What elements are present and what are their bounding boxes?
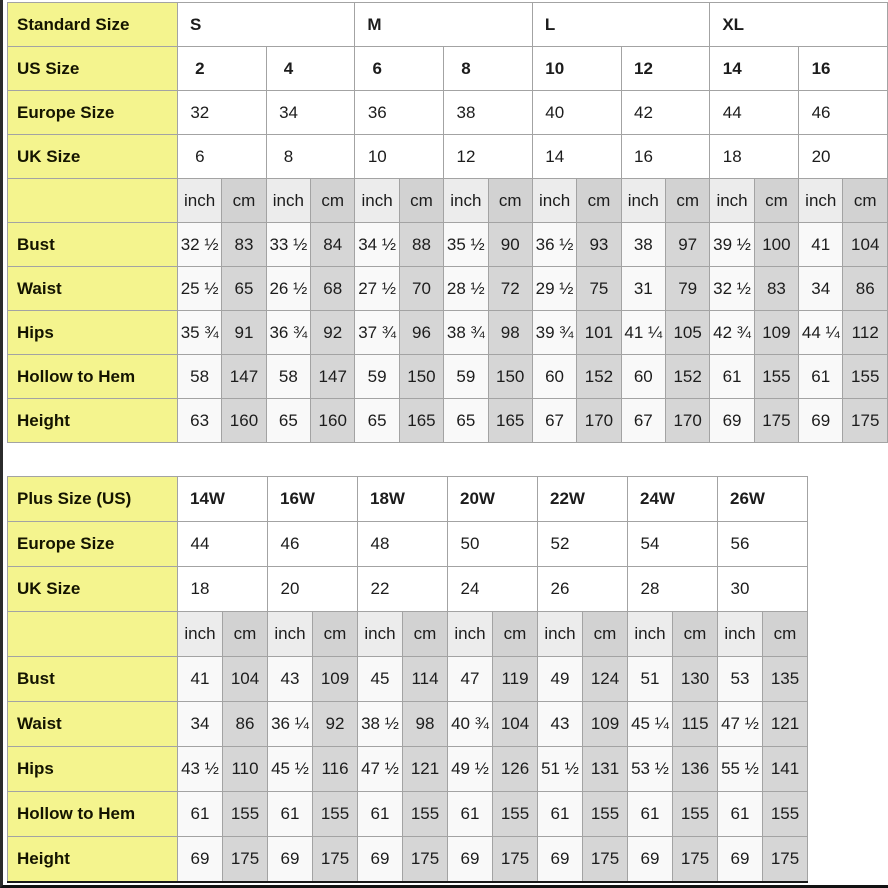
inch-unit-header: inch bbox=[538, 612, 583, 657]
cm-unit-header: cm bbox=[673, 612, 718, 657]
measurement-value-cell: 141 bbox=[763, 747, 808, 792]
size-number-cell: 20 bbox=[268, 567, 358, 612]
size-number-cell: 46 bbox=[268, 522, 358, 567]
row-label: Height bbox=[8, 837, 178, 882]
measurement-value-cell: 155 bbox=[673, 792, 718, 837]
measurement-value-cell: 34 bbox=[178, 702, 223, 747]
inch-unit-header: inch bbox=[799, 179, 843, 223]
measurement-value-cell: 79 bbox=[665, 267, 709, 311]
row-label: Waist bbox=[8, 702, 178, 747]
size-number-cell: 44 bbox=[178, 522, 268, 567]
size-header-row bbox=[8, 477, 808, 522]
cm-unit-header: cm bbox=[665, 179, 709, 223]
size-number-cell: 12 bbox=[621, 47, 710, 91]
size-cell: 14W bbox=[178, 477, 268, 522]
row-label: Plus Size (US) bbox=[8, 477, 178, 522]
measurement-row bbox=[8, 355, 888, 399]
measurement-value-cell: 155 bbox=[754, 355, 798, 399]
inch-unit-header: inch bbox=[621, 179, 665, 223]
row-label: Standard Size bbox=[8, 3, 178, 47]
measurement-value-cell: 135 bbox=[763, 657, 808, 702]
measurement-value-cell: 43 ½ bbox=[178, 747, 223, 792]
size-cell: L bbox=[532, 3, 709, 47]
size-number-cell: 16 bbox=[799, 47, 888, 91]
inch-unit-header: inch bbox=[178, 612, 223, 657]
measurement-value-cell: 175 bbox=[583, 837, 628, 882]
inch-unit-header: inch bbox=[448, 612, 493, 657]
size-number-cell: 42 bbox=[621, 91, 710, 135]
measurement-value-cell: 152 bbox=[665, 355, 709, 399]
measurement-value-cell: 61 bbox=[178, 792, 223, 837]
measurement-value-cell: 45 bbox=[358, 657, 403, 702]
size-cell: 26W bbox=[718, 477, 808, 522]
measurement-value-cell: 69 bbox=[538, 837, 583, 882]
measurement-value-cell: 109 bbox=[754, 311, 798, 355]
measurement-value-cell: 34 ½ bbox=[355, 223, 399, 267]
measurement-value-cell: 104 bbox=[223, 657, 268, 702]
measurement-value-cell: 36 ¾ bbox=[266, 311, 310, 355]
row-label: Hips bbox=[8, 311, 178, 355]
size-number-row bbox=[8, 135, 888, 179]
measurement-value-cell: 88 bbox=[399, 223, 443, 267]
cm-unit-header: cm bbox=[754, 179, 798, 223]
size-number-cell: 22 bbox=[358, 567, 448, 612]
unit-header-row bbox=[8, 612, 808, 657]
measurement-value-cell: 55 ½ bbox=[718, 747, 763, 792]
measurement-value-cell: 39 ½ bbox=[710, 223, 754, 267]
row-label: Bust bbox=[8, 657, 178, 702]
measurement-value-cell: 165 bbox=[399, 399, 443, 443]
measurement-value-cell: 155 bbox=[223, 792, 268, 837]
inch-unit-header: inch bbox=[268, 612, 313, 657]
size-number-cell: 28 bbox=[628, 567, 718, 612]
row-label bbox=[8, 612, 178, 657]
measurement-value-cell: 59 bbox=[355, 355, 399, 399]
measurement-value-cell: 93 bbox=[577, 223, 621, 267]
measurement-value-cell: 65 bbox=[222, 267, 266, 311]
measurement-value-cell: 101 bbox=[577, 311, 621, 355]
measurement-value-cell: 160 bbox=[311, 399, 355, 443]
measurement-value-cell: 104 bbox=[493, 702, 538, 747]
size-number-cell: 20 bbox=[799, 135, 888, 179]
measurement-value-cell: 69 bbox=[448, 837, 493, 882]
measurement-value-cell: 61 bbox=[628, 792, 673, 837]
size-cell: 20W bbox=[448, 477, 538, 522]
size-number-cell: 34 bbox=[266, 91, 355, 135]
measurement-value-cell: 53 ½ bbox=[628, 747, 673, 792]
size-number-cell: 36 bbox=[355, 91, 444, 135]
measurement-value-cell: 96 bbox=[399, 311, 443, 355]
measurement-value-cell: 60 bbox=[532, 355, 576, 399]
measurement-value-cell: 67 bbox=[621, 399, 665, 443]
measurement-value-cell: 155 bbox=[583, 792, 628, 837]
measurement-value-cell: 116 bbox=[313, 747, 358, 792]
size-number-row bbox=[8, 567, 808, 612]
measurement-value-cell: 69 bbox=[718, 837, 763, 882]
measurement-value-cell: 25 ½ bbox=[177, 267, 221, 311]
size-cell: XL bbox=[710, 3, 888, 47]
measurement-value-cell: 35 ½ bbox=[444, 223, 488, 267]
size-number-row bbox=[8, 522, 808, 567]
measurement-value-cell: 41 bbox=[178, 657, 223, 702]
measurement-value-cell: 43 bbox=[538, 702, 583, 747]
row-label: Hollow to Hem bbox=[8, 355, 178, 399]
measurement-value-cell: 60 bbox=[621, 355, 665, 399]
measurement-value-cell: 42 ¾ bbox=[710, 311, 754, 355]
size-number-cell: 30 bbox=[718, 567, 808, 612]
measurement-value-cell: 92 bbox=[311, 311, 355, 355]
measurement-value-cell: 69 bbox=[799, 399, 843, 443]
row-label: Europe Size bbox=[8, 522, 178, 567]
measurement-value-cell: 100 bbox=[754, 223, 798, 267]
size-number-cell: 54 bbox=[628, 522, 718, 567]
size-number-row bbox=[8, 91, 888, 135]
measurement-value-cell: 109 bbox=[583, 702, 628, 747]
measurement-value-cell: 53 bbox=[718, 657, 763, 702]
measurement-value-cell: 110 bbox=[223, 747, 268, 792]
measurement-value-cell: 58 bbox=[266, 355, 310, 399]
cm-unit-header: cm bbox=[583, 612, 628, 657]
size-number-cell: 10 bbox=[532, 47, 621, 91]
table-gap bbox=[7, 443, 888, 476]
measurement-value-cell: 90 bbox=[488, 223, 532, 267]
measurement-value-cell: 39 ¾ bbox=[532, 311, 576, 355]
size-number-cell: 18 bbox=[178, 567, 268, 612]
measurement-value-cell: 155 bbox=[313, 792, 358, 837]
measurement-value-cell: 40 ¾ bbox=[448, 702, 493, 747]
measurement-value-cell: 84 bbox=[311, 223, 355, 267]
cm-unit-header: cm bbox=[403, 612, 448, 657]
measurement-row bbox=[8, 223, 888, 267]
measurement-value-cell: 119 bbox=[493, 657, 538, 702]
unit-header-row bbox=[8, 179, 888, 223]
measurement-value-cell: 175 bbox=[763, 837, 808, 882]
standard-size-table bbox=[7, 2, 888, 443]
measurement-value-cell: 29 ½ bbox=[532, 267, 576, 311]
measurement-value-cell: 36 ½ bbox=[532, 223, 576, 267]
size-number-cell: 48 bbox=[358, 522, 448, 567]
row-label: Hollow to Hem bbox=[8, 792, 178, 837]
measurement-value-cell: 58 bbox=[177, 355, 221, 399]
measurement-value-cell: 131 bbox=[583, 747, 628, 792]
size-cell: 24W bbox=[628, 477, 718, 522]
measurement-row bbox=[8, 837, 808, 882]
measurement-value-cell: 69 bbox=[358, 837, 403, 882]
measurement-row bbox=[8, 399, 888, 443]
size-number-cell: 46 bbox=[799, 91, 888, 135]
measurement-value-cell: 175 bbox=[313, 837, 358, 882]
measurement-value-cell: 37 ¾ bbox=[355, 311, 399, 355]
size-number-cell: 44 bbox=[710, 91, 799, 135]
measurement-row bbox=[8, 311, 888, 355]
measurement-value-cell: 61 bbox=[538, 792, 583, 837]
measurement-value-cell: 112 bbox=[843, 311, 888, 355]
measurement-value-cell: 38 ¾ bbox=[444, 311, 488, 355]
size-number-cell: 38 bbox=[444, 91, 533, 135]
size-number-cell: 8 bbox=[444, 47, 533, 91]
size-number-cell: 16 bbox=[621, 135, 710, 179]
measurement-value-cell: 61 bbox=[710, 355, 754, 399]
measurement-value-cell: 27 ½ bbox=[355, 267, 399, 311]
measurement-value-cell: 98 bbox=[403, 702, 448, 747]
measurement-value-cell: 38 bbox=[621, 223, 665, 267]
measurement-row bbox=[8, 792, 808, 837]
size-number-cell: 8 bbox=[266, 135, 355, 179]
measurement-value-cell: 65 bbox=[444, 399, 488, 443]
inch-unit-header: inch bbox=[266, 179, 310, 223]
measurement-value-cell: 45 ¼ bbox=[628, 702, 673, 747]
measurement-value-cell: 47 bbox=[448, 657, 493, 702]
size-number-cell: 2 bbox=[177, 47, 266, 91]
size-number-cell: 56 bbox=[718, 522, 808, 567]
size-number-cell: 26 bbox=[538, 567, 628, 612]
measurement-value-cell: 36 ¼ bbox=[268, 702, 313, 747]
measurement-value-cell: 170 bbox=[577, 399, 621, 443]
measurement-value-cell: 49 bbox=[538, 657, 583, 702]
measurement-value-cell: 38 ½ bbox=[358, 702, 403, 747]
measurement-value-cell: 28 ½ bbox=[444, 267, 488, 311]
inch-unit-header: inch bbox=[718, 612, 763, 657]
measurement-value-cell: 34 bbox=[799, 267, 843, 311]
measurement-value-cell: 61 bbox=[448, 792, 493, 837]
size-number-cell: 6 bbox=[177, 135, 266, 179]
row-label: UK Size bbox=[8, 135, 178, 179]
measurement-value-cell: 59 bbox=[444, 355, 488, 399]
measurement-value-cell: 63 bbox=[177, 399, 221, 443]
measurement-value-cell: 105 bbox=[665, 311, 709, 355]
row-label: Height bbox=[8, 399, 178, 443]
size-header-row bbox=[8, 3, 888, 47]
measurement-value-cell: 61 bbox=[268, 792, 313, 837]
measurement-value-cell: 32 ½ bbox=[710, 267, 754, 311]
cm-unit-header: cm bbox=[311, 179, 355, 223]
measurement-value-cell: 155 bbox=[843, 355, 888, 399]
row-label: Waist bbox=[8, 267, 178, 311]
measurement-value-cell: 35 ¾ bbox=[177, 311, 221, 355]
measurement-value-cell: 155 bbox=[763, 792, 808, 837]
size-number-cell: 32 bbox=[177, 91, 266, 135]
measurement-value-cell: 31 bbox=[621, 267, 665, 311]
measurement-value-cell: 41 bbox=[799, 223, 843, 267]
measurement-value-cell: 43 bbox=[268, 657, 313, 702]
row-label: Europe Size bbox=[8, 91, 178, 135]
measurement-row bbox=[8, 657, 808, 702]
measurement-value-cell: 26 ½ bbox=[266, 267, 310, 311]
measurement-value-cell: 65 bbox=[355, 399, 399, 443]
plus-size-table bbox=[7, 476, 808, 883]
measurement-value-cell: 61 bbox=[718, 792, 763, 837]
measurement-value-cell: 44 ¼ bbox=[799, 311, 843, 355]
measurement-value-cell: 49 ½ bbox=[448, 747, 493, 792]
measurement-value-cell: 121 bbox=[763, 702, 808, 747]
inch-unit-header: inch bbox=[355, 179, 399, 223]
measurement-value-cell: 47 ½ bbox=[718, 702, 763, 747]
measurement-value-cell: 155 bbox=[493, 792, 538, 837]
inch-unit-header: inch bbox=[358, 612, 403, 657]
cm-unit-header: cm bbox=[843, 179, 888, 223]
measurement-value-cell: 130 bbox=[673, 657, 718, 702]
inch-unit-header: inch bbox=[177, 179, 221, 223]
row-label: UK Size bbox=[8, 567, 178, 612]
measurement-value-cell: 175 bbox=[403, 837, 448, 882]
inch-unit-header: inch bbox=[532, 179, 576, 223]
measurement-value-cell: 33 ½ bbox=[266, 223, 310, 267]
measurement-value-cell: 109 bbox=[313, 657, 358, 702]
measurement-value-cell: 83 bbox=[222, 223, 266, 267]
measurement-row bbox=[8, 702, 808, 747]
measurement-value-cell: 175 bbox=[673, 837, 718, 882]
size-number-cell: 24 bbox=[448, 567, 538, 612]
measurement-value-cell: 147 bbox=[222, 355, 266, 399]
measurement-value-cell: 175 bbox=[223, 837, 268, 882]
measurement-value-cell: 91 bbox=[222, 311, 266, 355]
measurement-value-cell: 124 bbox=[583, 657, 628, 702]
cm-unit-header: cm bbox=[222, 179, 266, 223]
measurement-value-cell: 86 bbox=[223, 702, 268, 747]
measurement-value-cell: 98 bbox=[488, 311, 532, 355]
cm-unit-header: cm bbox=[399, 179, 443, 223]
measurement-value-cell: 45 ½ bbox=[268, 747, 313, 792]
measurement-value-cell: 72 bbox=[488, 267, 532, 311]
measurement-value-cell: 147 bbox=[311, 355, 355, 399]
inch-unit-header: inch bbox=[444, 179, 488, 223]
measurement-value-cell: 69 bbox=[628, 837, 673, 882]
row-label bbox=[8, 179, 178, 223]
measurement-value-cell: 32 ½ bbox=[177, 223, 221, 267]
measurement-value-cell: 75 bbox=[577, 267, 621, 311]
size-cell: M bbox=[355, 3, 532, 47]
cm-unit-header: cm bbox=[313, 612, 358, 657]
measurement-value-cell: 97 bbox=[665, 223, 709, 267]
size-number-cell: 10 bbox=[355, 135, 444, 179]
measurement-value-cell: 175 bbox=[493, 837, 538, 882]
inch-unit-header: inch bbox=[710, 179, 754, 223]
cm-unit-header: cm bbox=[493, 612, 538, 657]
measurement-value-cell: 114 bbox=[403, 657, 448, 702]
measurement-value-cell: 104 bbox=[843, 223, 888, 267]
size-number-cell: 12 bbox=[444, 135, 533, 179]
row-label: Hips bbox=[8, 747, 178, 792]
measurement-value-cell: 136 bbox=[673, 747, 718, 792]
measurement-value-cell: 47 ½ bbox=[358, 747, 403, 792]
size-number-row bbox=[8, 47, 888, 91]
measurement-value-cell: 126 bbox=[493, 747, 538, 792]
measurement-value-cell: 170 bbox=[665, 399, 709, 443]
cm-unit-header: cm bbox=[488, 179, 532, 223]
measurement-value-cell: 152 bbox=[577, 355, 621, 399]
measurement-value-cell: 155 bbox=[403, 792, 448, 837]
inch-unit-header: inch bbox=[628, 612, 673, 657]
measurement-value-cell: 69 bbox=[710, 399, 754, 443]
size-number-cell: 14 bbox=[710, 47, 799, 91]
measurement-value-cell: 83 bbox=[754, 267, 798, 311]
size-cell: 18W bbox=[358, 477, 448, 522]
measurement-value-cell: 86 bbox=[843, 267, 888, 311]
size-cell: 22W bbox=[538, 477, 628, 522]
measurement-value-cell: 175 bbox=[843, 399, 888, 443]
measurement-value-cell: 41 ¼ bbox=[621, 311, 665, 355]
measurement-row bbox=[8, 267, 888, 311]
measurement-value-cell: 92 bbox=[313, 702, 358, 747]
measurement-value-cell: 150 bbox=[399, 355, 443, 399]
measurement-value-cell: 121 bbox=[403, 747, 448, 792]
measurement-value-cell: 69 bbox=[268, 837, 313, 882]
measurement-value-cell: 175 bbox=[754, 399, 798, 443]
size-number-cell: 4 bbox=[266, 47, 355, 91]
size-number-cell: 14 bbox=[532, 135, 621, 179]
measurement-value-cell: 67 bbox=[532, 399, 576, 443]
measurement-value-cell: 68 bbox=[311, 267, 355, 311]
measurement-row bbox=[8, 747, 808, 792]
cm-unit-header: cm bbox=[763, 612, 808, 657]
cm-unit-header: cm bbox=[577, 179, 621, 223]
measurement-value-cell: 51 ½ bbox=[538, 747, 583, 792]
measurement-value-cell: 69 bbox=[178, 837, 223, 882]
measurement-value-cell: 115 bbox=[673, 702, 718, 747]
measurement-value-cell: 165 bbox=[488, 399, 532, 443]
size-number-cell: 40 bbox=[532, 91, 621, 135]
measurement-value-cell: 150 bbox=[488, 355, 532, 399]
size-cell: 16W bbox=[268, 477, 358, 522]
measurement-value-cell: 70 bbox=[399, 267, 443, 311]
size-number-cell: 6 bbox=[355, 47, 444, 91]
measurement-value-cell: 65 bbox=[266, 399, 310, 443]
cm-unit-header: cm bbox=[223, 612, 268, 657]
size-number-cell: 50 bbox=[448, 522, 538, 567]
measurement-value-cell: 51 bbox=[628, 657, 673, 702]
size-number-cell: 18 bbox=[710, 135, 799, 179]
size-number-cell: 52 bbox=[538, 522, 628, 567]
size-cell: S bbox=[177, 3, 354, 47]
measurement-value-cell: 61 bbox=[358, 792, 403, 837]
row-label: Bust bbox=[8, 223, 178, 267]
measurement-value-cell: 160 bbox=[222, 399, 266, 443]
measurement-value-cell: 61 bbox=[799, 355, 843, 399]
row-label: US Size bbox=[8, 47, 178, 91]
